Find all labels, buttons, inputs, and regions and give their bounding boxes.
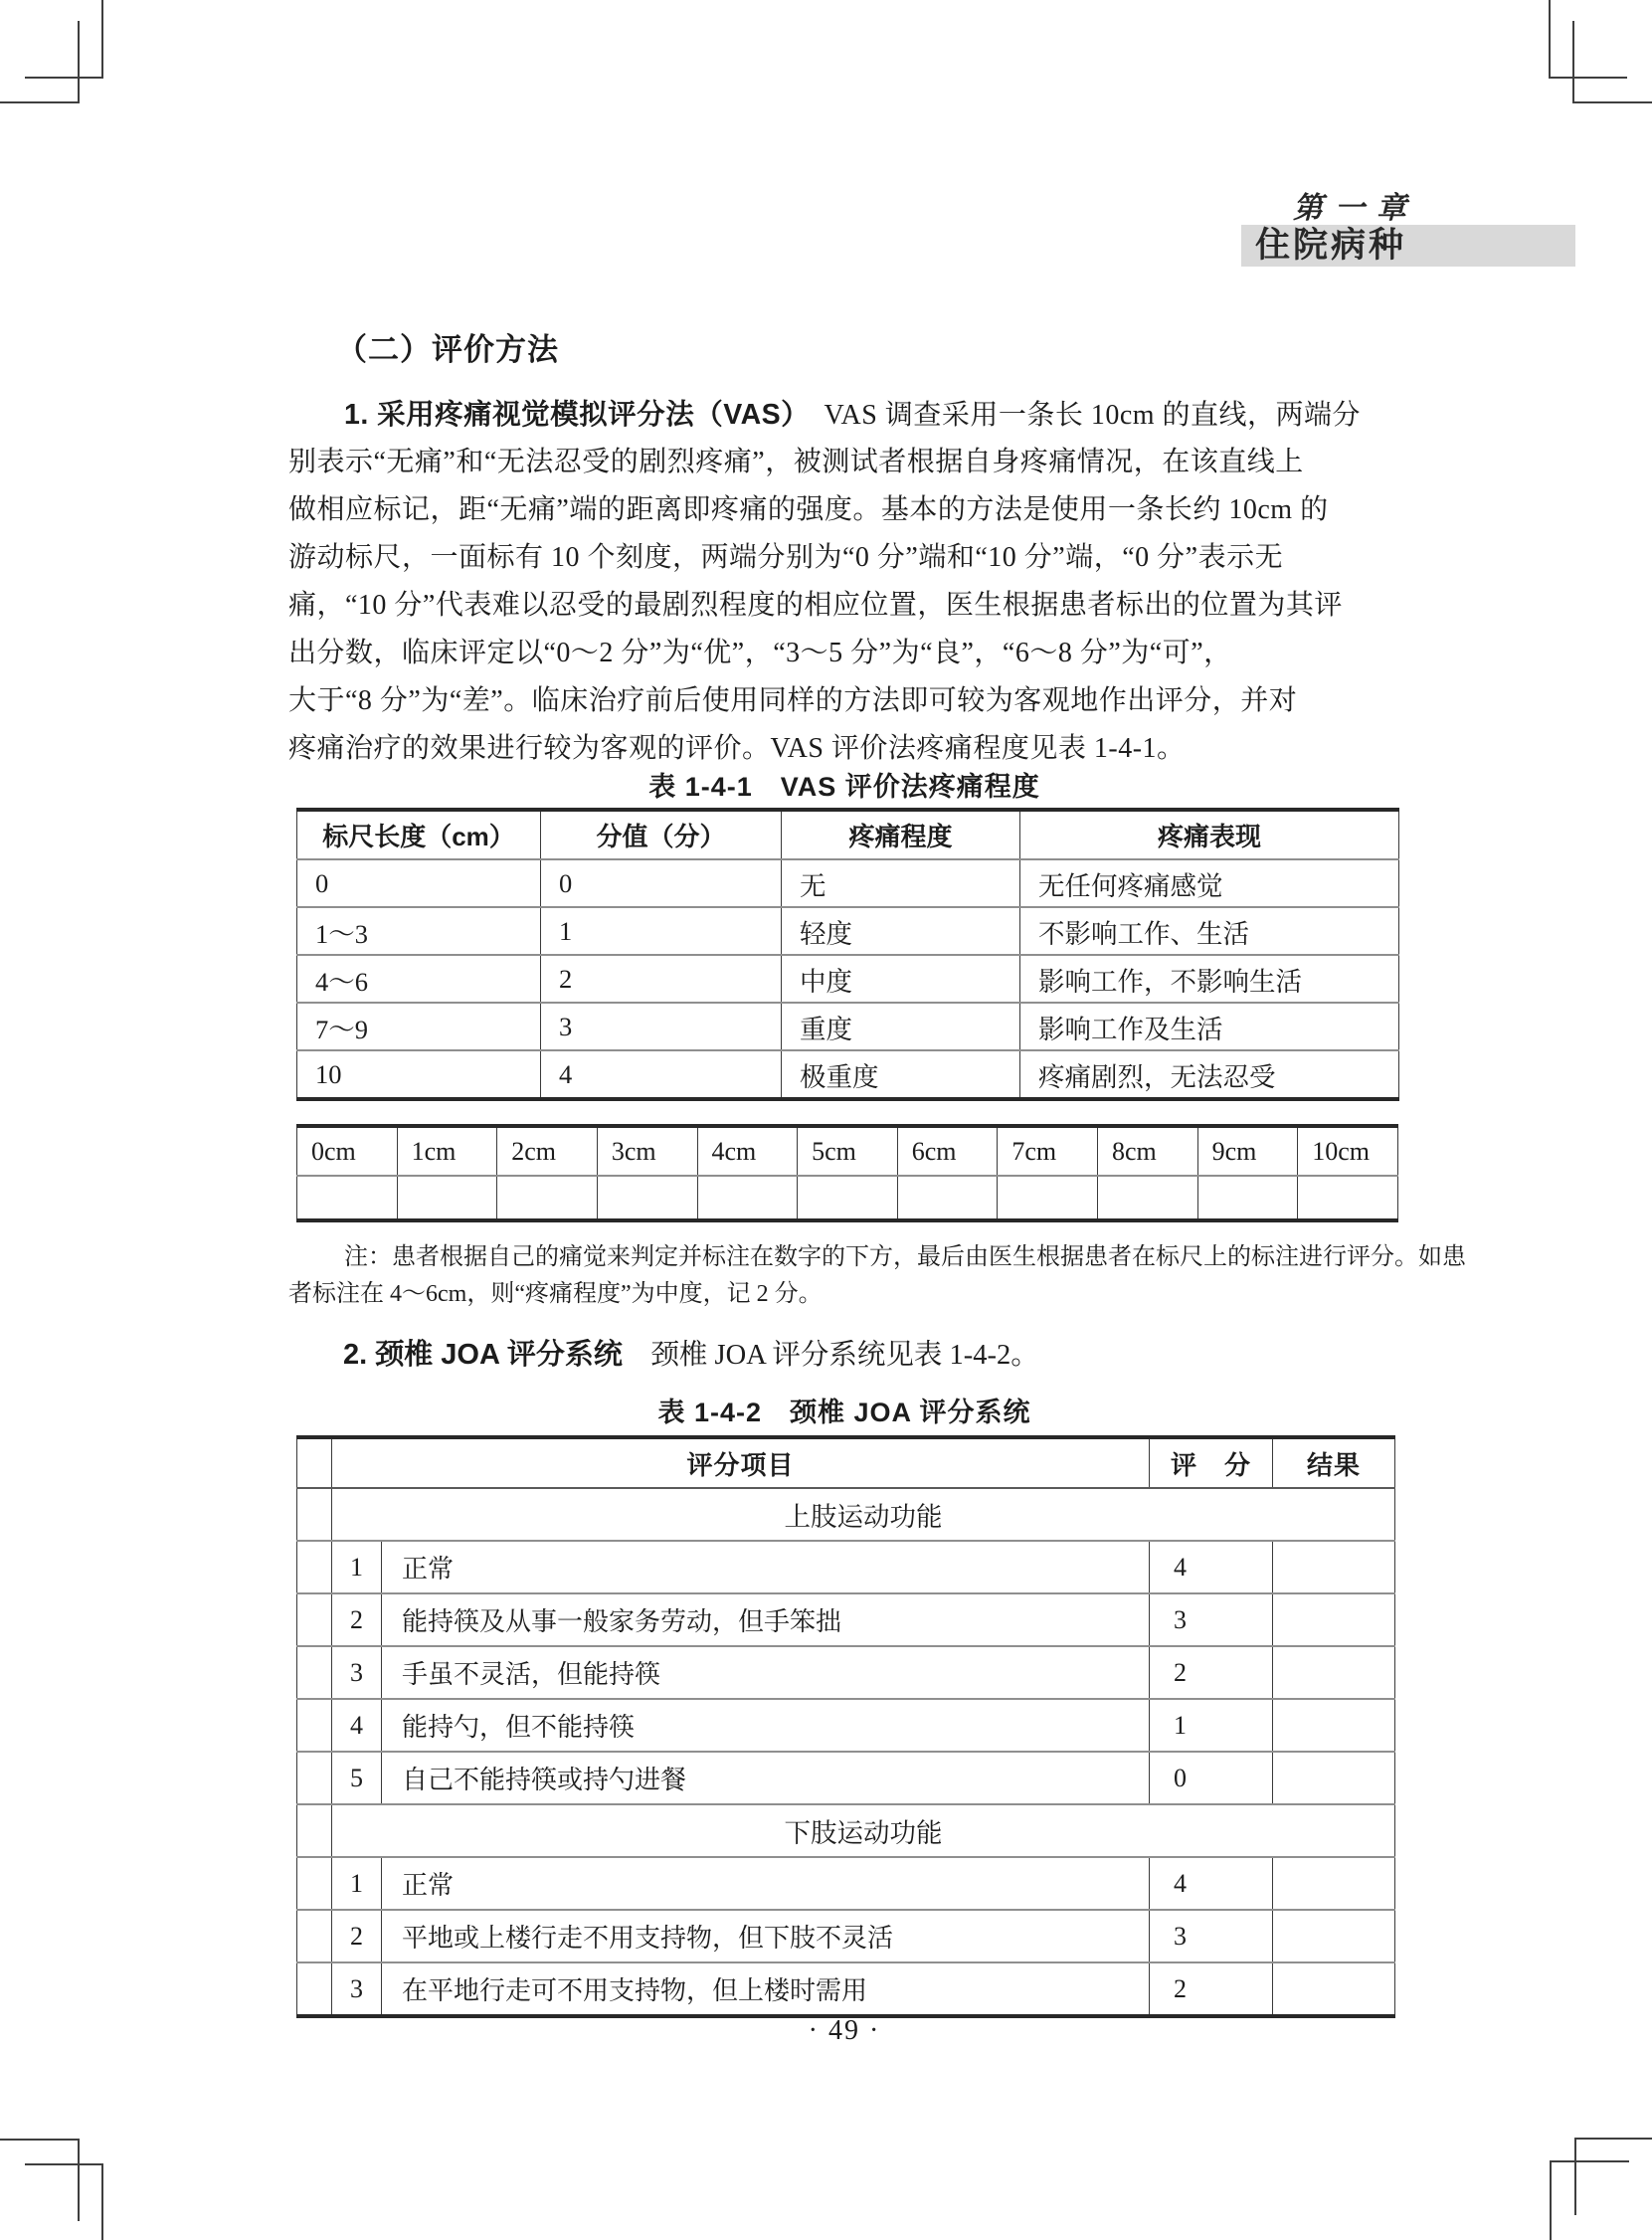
table-row [297, 1050, 1399, 1099]
table1-cell-score: 0 [541, 859, 782, 907]
ruler-cell: 1cm [397, 1126, 497, 1176]
ruler-cell: 6cm [897, 1126, 998, 1176]
table2-cell-number: 4 [332, 1699, 382, 1752]
table-row [297, 1541, 1395, 1593]
table-row [297, 1857, 1395, 1910]
ruler-empty-cell [497, 1176, 598, 1220]
table2-caption: 表 1-4-2 颈椎 JOA 评分系统 [657, 1398, 1031, 1427]
ruler-cell: 4cm [697, 1126, 798, 1176]
table2-lower-limb-rows [297, 1857, 1395, 2016]
table1-header-row [297, 810, 1399, 859]
table2-cell-result [1273, 1593, 1395, 1646]
table2-cell-number: 1 [332, 1541, 382, 1593]
table2-cell-number: 5 [332, 1752, 382, 1804]
ruler-empty-row [297, 1176, 1398, 1220]
ruler-empty-cell [397, 1176, 497, 1220]
paragraph-line [288, 391, 1406, 439]
crop-mark-bottom-right-inner [1550, 2160, 1629, 2240]
note-line: 者标注在 4～6cm，则“疼痛程度”为中度，记 2 分。 [288, 1281, 823, 1307]
table2-cell-score: 3 [1150, 1910, 1273, 1962]
table1-header-cell: 分值（分） [541, 810, 782, 859]
table2-narrow-cell [297, 1699, 332, 1752]
table-row [297, 1593, 1395, 1646]
table2-cell-description: 能持筷及从事一般家务劳动，但手笨拙 [382, 1593, 1150, 1646]
table2-cell-number: 2 [332, 1593, 382, 1646]
table1-cell-length: 0 [297, 859, 541, 907]
table2-narrow-cell [297, 1910, 332, 1962]
table1-header-cell: 标尺长度（cm） [297, 810, 541, 859]
section-heading: （二）评价方法 [336, 332, 559, 367]
chapter-title-bar: 住院病种 [1241, 225, 1575, 267]
table1-header-cell: 疼痛表现 [1020, 810, 1399, 859]
table-row [297, 1752, 1395, 1804]
table2-narrow-cell [297, 1804, 332, 1857]
table1-caption: 表 1-4-1 VAS 评价法疼痛程度 [648, 772, 1040, 802]
table2-narrow-cell [297, 1593, 332, 1646]
vas-ruler-table [296, 1124, 1398, 1222]
table2-section-row [297, 1488, 1395, 1541]
table1-cell-degree: 极重度 [782, 1050, 1020, 1099]
item2-heading [343, 1334, 1039, 1376]
ruler-empty-cell [798, 1176, 898, 1220]
table-row [297, 1962, 1395, 2016]
ruler-empty-cell [1298, 1176, 1398, 1220]
ruler-empty-cell [297, 1176, 398, 1220]
ruler-cell: 0cm [297, 1126, 398, 1176]
table2-cell-score: 4 [1150, 1541, 1273, 1593]
table1-cell-length: 1～3 [297, 907, 541, 955]
ruler-empty-cell [697, 1176, 798, 1220]
paragraph-line: 做相应标记，距“无痛”端的距离即疼痛的强度。基本的方法是使用一条长约 10cm 的 [288, 494, 1329, 525]
table-row [297, 1910, 1395, 1962]
table2-cell-score: 1 [1150, 1699, 1273, 1752]
table-row [297, 1003, 1399, 1050]
table2-cell-description: 正常 [382, 1857, 1150, 1910]
table2-cell-result [1273, 1541, 1395, 1593]
ruler-empty-cell [1098, 1176, 1198, 1220]
crop-mark-top-right-inner [1572, 21, 1652, 103]
table-row [297, 859, 1399, 907]
table1-cell-manifestation: 疼痛剧烈，无法忍受 [1020, 1050, 1399, 1099]
paragraph-line: 大于“8 分”为“差”。临床治疗前后使用同样的方法即可较为客观地作出评分，并对 [288, 685, 1298, 716]
item2-rest: 颈椎 JOA 评分系统见表 1-4-2。 [622, 1340, 1039, 1371]
paragraph-vas [288, 391, 1406, 773]
ruler-cell: 2cm [497, 1126, 598, 1176]
paragraph-line: 游动标尺，一面标有 10 个刻度，两端分别为“0 分”端和“10 分”端，“0 分”表示无 [288, 542, 1284, 573]
paragraph-line: 痛，“10 分”代表难以忍受的最剧烈程度的相应位置，医生根据患者标出的位置为其评 [288, 590, 1343, 621]
table2-narrow-cell [297, 1752, 332, 1804]
table2-section-title: 下肢运动功能 [332, 1804, 1395, 1857]
ruler-cell: 3cm [597, 1126, 697, 1176]
table2-cell-description: 正常 [382, 1541, 1150, 1593]
ruler-empty-cell [897, 1176, 998, 1220]
table1-cell-degree: 轻度 [782, 907, 1020, 955]
table2-cell-result [1273, 1962, 1395, 2016]
table2-header-blank [297, 1437, 332, 1488]
table2-header-result: 结果 [1273, 1437, 1395, 1488]
table2-narrow-cell [297, 1541, 332, 1593]
table1-cell-score: 2 [541, 955, 782, 1003]
table1-cell-degree: 无 [782, 859, 1020, 907]
item1-bold-lead: 1. 采用疼痛视觉模拟评分法（VAS） [344, 399, 796, 431]
ruler-cell: 8cm [1098, 1126, 1198, 1176]
table2-cell-description: 自己不能持筷或持勺进餐 [382, 1752, 1150, 1804]
table1-cell-length: 4～6 [297, 955, 541, 1003]
table2-cell-number: 3 [332, 1962, 382, 2016]
vas-pain-table [296, 808, 1399, 1101]
ruler-empty-cell [597, 1176, 697, 1220]
table2-header-item: 评分项目 [332, 1437, 1150, 1488]
crop-mark-top-left-inner [0, 21, 80, 103]
table2-cell-score: 2 [1150, 1646, 1273, 1699]
table2-section-title: 上肢运动功能 [332, 1488, 1395, 1541]
table2-cell-description: 手虽不灵活，但能持筷 [382, 1646, 1150, 1699]
item2-bold-lead: 2. 颈椎 JOA 评分系统 [343, 1339, 623, 1371]
table2-cell-result [1273, 1646, 1395, 1699]
table-row [297, 1699, 1395, 1752]
table2-cell-score: 4 [1150, 1857, 1273, 1910]
table1-cell-degree: 重度 [782, 1003, 1020, 1050]
table2-cell-description: 在平地行走可不用支持物，但上楼时需用 [382, 1962, 1150, 2016]
table1-cell-degree: 中度 [782, 955, 1020, 1003]
ruler-cell: 9cm [1197, 1126, 1298, 1176]
table1-cell-length: 10 [297, 1050, 541, 1099]
table1-cell-manifestation: 不影响工作、生活 [1020, 907, 1399, 955]
ruler-empty-cell [998, 1176, 1098, 1220]
table1-body [297, 859, 1399, 1099]
ruler-cell: 7cm [998, 1126, 1098, 1176]
table2-cell-number: 2 [332, 1910, 382, 1962]
table2-narrow-cell [297, 1488, 332, 1541]
table1-cell-manifestation: 无任何疼痛感觉 [1020, 859, 1399, 907]
ruler-label-row [297, 1126, 1398, 1176]
table2-cell-description: 能持勺，但不能持筷 [382, 1699, 1150, 1752]
table1-cell-manifestation: 影响工作，不影响生活 [1020, 955, 1399, 1003]
table2-cell-number: 1 [332, 1857, 382, 1910]
table1-cell-manifestation: 影响工作及生活 [1020, 1003, 1399, 1050]
table2-upper-limb-rows [297, 1541, 1395, 1804]
table1-cell-score: 4 [541, 1050, 782, 1099]
note-line: 注：患者根据自己的痛觉来判定并标注在数字的下方，最后由医生根据患者在标尺上的标注进行评分。如患 [344, 1244, 1466, 1270]
table2-cell-description: 平地或上楼行走不用支持物，但下肢不灵活 [382, 1910, 1150, 1962]
table2-cell-number: 3 [332, 1646, 382, 1699]
table1-cell-score: 1 [541, 907, 782, 955]
paragraph-line: 出分数，临床评定以“0～2 分”为“优”，“3～5 分”为“良”，“6～8 分”为“可”， [288, 638, 1232, 668]
table-row [297, 955, 1399, 1003]
table2-cell-result [1273, 1910, 1395, 1962]
ruler-empty-cell [1197, 1176, 1298, 1220]
table2-section-row [297, 1804, 1395, 1857]
paragraph-line: 别表示“无痛”和“无法忍受的剧烈疼痛”，被测试者根据自身疼痛情况，在该直线上 [288, 447, 1304, 477]
page-number: · 49 · [808, 2015, 881, 2046]
table2-cell-result [1273, 1699, 1395, 1752]
table2-cell-result [1273, 1752, 1395, 1804]
ruler-cell: 10cm [1298, 1126, 1398, 1176]
table2-cell-score: 0 [1150, 1752, 1273, 1804]
table2-header-row [297, 1437, 1395, 1488]
table2-cell-result [1273, 1857, 1395, 1910]
table1-cell-score: 3 [541, 1003, 782, 1050]
item1-line1-rest: VAS 调查采用一条长 10cm 的直线，两端分 [795, 400, 1362, 431]
table1-cell-length: 7～9 [297, 1003, 541, 1050]
crop-mark-bottom-left-inner [0, 2139, 80, 2221]
paragraph-lines [288, 439, 1406, 773]
table2-narrow-cell [297, 1857, 332, 1910]
table-row [297, 1646, 1395, 1699]
table2-narrow-cell [297, 1962, 332, 2016]
table2-header-score: 评 分 [1150, 1437, 1273, 1488]
table-row [297, 907, 1399, 955]
chapter-label: 第一章 [1293, 192, 1418, 225]
joa-score-table [296, 1435, 1395, 2018]
ruler-cell: 5cm [798, 1126, 898, 1176]
paragraph-line: 疼痛治疗的效果进行较为客观的评价。VAS 评价法疼痛程度见表 1-4-1。 [288, 733, 1186, 764]
table2-narrow-cell [297, 1646, 332, 1699]
table2-cell-score: 2 [1150, 1962, 1273, 2016]
table1-header-cell: 疼痛程度 [782, 810, 1020, 859]
table2-cell-score: 3 [1150, 1593, 1273, 1646]
ruler-note [288, 1239, 1466, 1313]
